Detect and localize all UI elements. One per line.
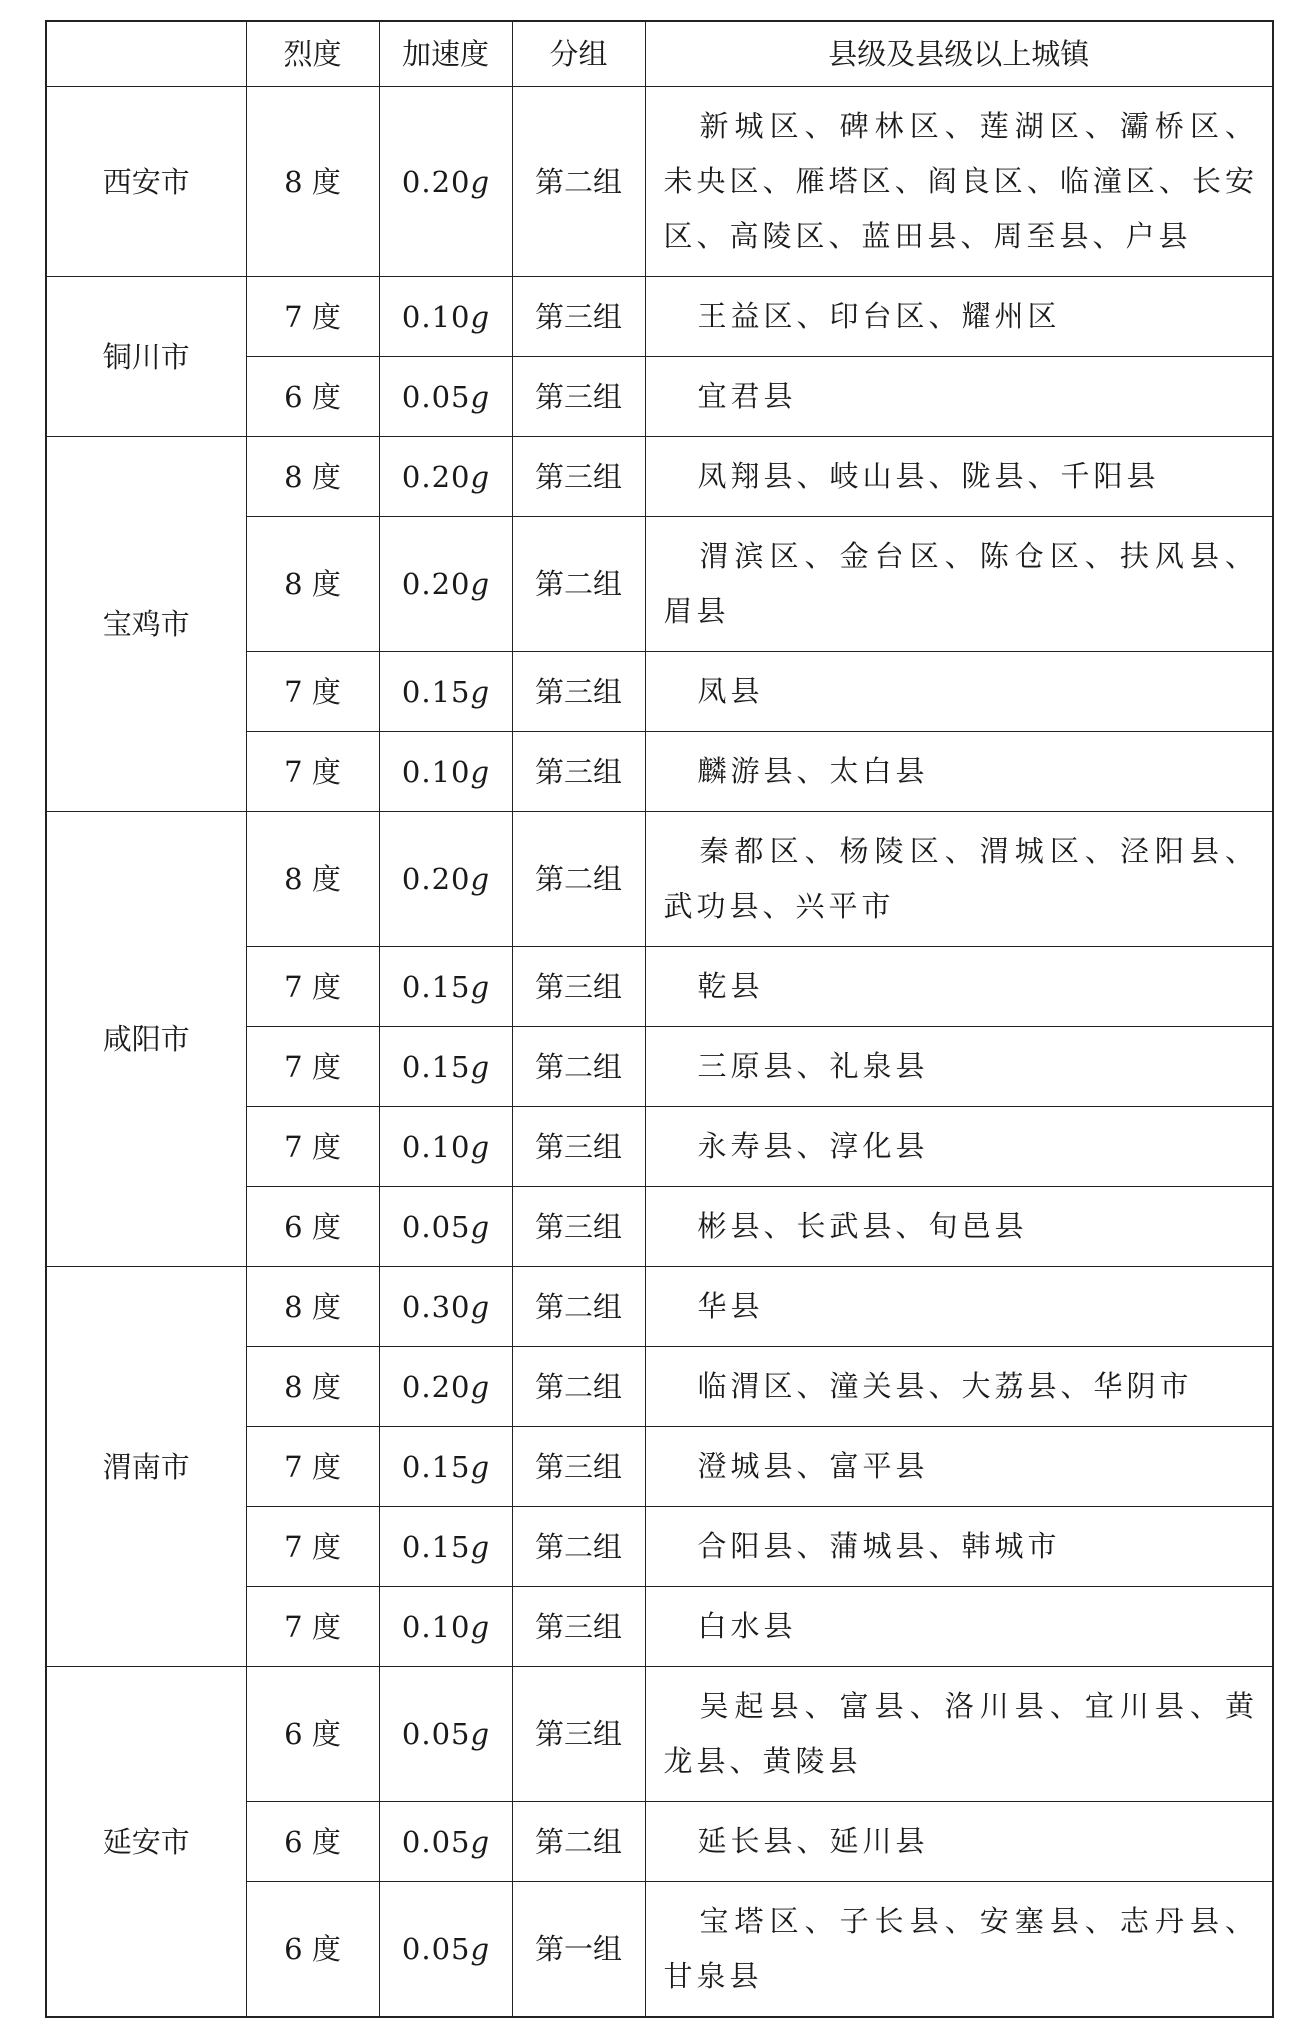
acceleration-value: 0.15 [401,1529,471,1564]
acceleration-value: 0.05 [401,1209,471,1244]
towns-text: 白水县 [697,1609,797,1643]
acceleration-cell [379,732,512,812]
acceleration-unit: g [470,1717,490,1751]
towns-text: 王益区、印台区、耀州区 [697,299,1061,333]
group-cell: 第三组 [512,1107,645,1187]
header-city [46,21,246,87]
acceleration-cell [379,812,512,947]
acceleration-cell [379,1667,512,1802]
acceleration-value: 0.20 [401,862,471,896]
acceleration-cell [379,1187,512,1267]
intensity-cell: 6 度 [246,357,379,437]
towns-text: 秦都区、杨陵区、渭城区、泾阳县、武功县、兴平市 [663,834,1258,923]
towns-text: 宝塔区、子长县、安塞县、志丹县、甘泉县 [663,1904,1258,1993]
acceleration-unit: g [470,1529,490,1564]
intensity-cell: 7 度 [246,652,379,732]
acceleration-cell [379,277,512,357]
acceleration-unit: g [470,1609,490,1644]
towns-cell [645,1187,1273,1267]
acceleration-unit: g [470,379,490,414]
intensity-cell: 7 度 [246,1507,379,1587]
header-intensity: 烈度 [246,21,379,87]
acceleration-unit: g [470,1369,490,1404]
towns-cell [645,437,1273,517]
towns-cell [645,87,1273,277]
acceleration-cell [379,1027,512,1107]
acceleration-unit: g [470,862,490,896]
acceleration-cell [379,1427,512,1507]
intensity-cell: 7 度 [246,732,379,812]
table-row [46,87,1273,277]
group-cell: 第二组 [512,87,645,277]
acceleration-value: 0.10 [401,1129,471,1164]
acceleration-unit: g [470,1129,490,1164]
towns-cell [645,732,1273,812]
towns-text: 临渭区、潼关县、大荔县、华阴市 [697,1369,1193,1403]
acceleration-value: 0.05 [401,1824,471,1859]
acceleration-unit: g [470,164,490,199]
acceleration-cell [379,357,512,437]
acceleration-unit: g [470,674,490,709]
intensity-cell: 6 度 [246,1187,379,1267]
acceleration-value: 0.10 [401,299,471,334]
acceleration-value: 0.15 [401,1449,471,1484]
acceleration-unit: g [470,969,490,1004]
intensity-cell: 6 度 [246,1882,379,2018]
towns-text: 澄城县、富平县 [697,1449,929,1483]
table-row [46,277,1273,357]
acceleration-unit: g [470,567,490,601]
acceleration-unit: g [470,1209,490,1244]
header-acceleration: 加速度 [379,21,512,87]
acceleration-unit: g [470,1049,490,1084]
seismic-zoning-table [45,20,1274,2018]
acceleration-cell [379,1347,512,1427]
towns-text: 彬县、长武县、旬邑县 [697,1209,1028,1243]
acceleration-value: 0.10 [401,1609,471,1644]
table-header-row [46,21,1273,87]
acceleration-cell [379,437,512,517]
acceleration-unit: g [470,1824,490,1859]
acceleration-cell [379,652,512,732]
acceleration-unit: g [470,459,490,494]
acceleration-value: 0.20 [401,164,471,199]
group-cell: 第三组 [512,652,645,732]
towns-cell [645,1347,1273,1427]
group-cell: 第二组 [512,1507,645,1587]
city-cell: 宝鸡市 [46,437,246,812]
table-body [46,87,1273,2018]
group-cell: 第三组 [512,277,645,357]
acceleration-unit: g [470,299,490,334]
acceleration-cell [379,1587,512,1667]
acceleration-value: 0.15 [401,1049,471,1084]
group-cell: 第三组 [512,1667,645,1802]
towns-cell [645,652,1273,732]
group-cell: 第三组 [512,1187,645,1267]
group-cell: 第三组 [512,357,645,437]
acceleration-value: 0.15 [401,969,471,1004]
group-cell: 第三组 [512,1587,645,1667]
towns-text: 凤翔县、岐山县、陇县、千阳县 [697,459,1160,493]
city-cell: 西安市 [46,87,246,277]
acceleration-cell [379,947,512,1027]
towns-cell [645,1587,1273,1667]
towns-cell [645,1882,1273,2018]
intensity-cell: 8 度 [246,1347,379,1427]
towns-cell [645,1027,1273,1107]
city-cell: 咸阳市 [46,812,246,1267]
towns-cell [645,277,1273,357]
table-row [46,437,1273,517]
acceleration-cell [379,1267,512,1347]
towns-cell [645,812,1273,947]
acceleration-value: 0.15 [401,674,471,709]
acceleration-cell [379,1802,512,1882]
group-cell: 第一组 [512,1882,645,2018]
group-cell: 第二组 [512,1802,645,1882]
intensity-cell: 6 度 [246,1667,379,1802]
towns-text: 延长县、延川县 [697,1824,929,1858]
acceleration-cell [379,1107,512,1187]
acceleration-value: 0.05 [401,1717,471,1751]
table-row [46,812,1273,947]
acceleration-cell [379,1507,512,1587]
acceleration-value: 0.05 [401,1932,471,1966]
group-cell: 第二组 [512,1267,645,1347]
towns-cell [645,1507,1273,1587]
towns-cell [645,1802,1273,1882]
towns-text: 新城区、碑林区、莲湖区、灞桥区、未央区、雁塔区、阎良区、临潼区、长安区、高陵区、蓝田县、周至县、户县 [663,109,1258,253]
intensity-cell: 7 度 [246,1107,379,1187]
header-towns: 县级及县级以上城镇 [645,21,1273,87]
table-row [46,1267,1273,1347]
towns-text: 三原县、礼泉县 [697,1049,929,1083]
intensity-cell: 8 度 [246,1267,379,1347]
acceleration-value: 0.20 [401,567,471,601]
intensity-cell: 7 度 [246,1027,379,1107]
intensity-cell: 7 度 [246,1587,379,1667]
acceleration-unit: g [470,754,490,789]
intensity-cell: 7 度 [246,1427,379,1507]
table-row [46,1667,1273,1802]
towns-text: 麟游县、太白县 [697,754,929,788]
intensity-cell: 7 度 [246,947,379,1027]
towns-cell [645,1427,1273,1507]
group-cell: 第三组 [512,947,645,1027]
acceleration-value: 0.20 [401,459,471,494]
city-cell: 铜川市 [46,277,246,437]
towns-cell [645,357,1273,437]
towns-cell [645,1107,1273,1187]
intensity-cell: 8 度 [246,812,379,947]
towns-text: 合阳县、蒲城县、韩城市 [697,1529,1061,1563]
group-cell: 第三组 [512,1427,645,1507]
acceleration-value: 0.10 [401,754,471,789]
city-cell: 渭南市 [46,1267,246,1667]
acceleration-cell [379,1882,512,2018]
group-cell: 第二组 [512,517,645,652]
towns-cell [645,1267,1273,1347]
towns-text: 乾县 [697,969,764,1003]
towns-cell [645,947,1273,1027]
intensity-cell: 8 度 [246,517,379,652]
towns-text: 凤县 [697,674,764,708]
intensity-cell: 8 度 [246,87,379,277]
acceleration-value: 0.05 [401,379,471,414]
acceleration-unit: g [470,1449,490,1484]
group-cell: 第二组 [512,1347,645,1427]
towns-text: 宜君县 [697,379,797,413]
acceleration-cell [379,87,512,277]
intensity-cell: 7 度 [246,277,379,357]
towns-text: 永寿县、淳化县 [697,1129,929,1163]
acceleration-value: 0.20 [401,1369,471,1404]
acceleration-value: 0.30 [401,1289,471,1324]
header-group: 分组 [512,21,645,87]
group-cell: 第三组 [512,732,645,812]
towns-cell [645,517,1273,652]
group-cell: 第二组 [512,812,645,947]
group-cell: 第三组 [512,437,645,517]
acceleration-unit: g [470,1289,490,1324]
towns-cell [645,1667,1273,1802]
city-cell: 延安市 [46,1667,246,2018]
intensity-cell: 6 度 [246,1802,379,1882]
intensity-cell: 8 度 [246,437,379,517]
acceleration-unit: g [470,1932,490,1966]
towns-text: 渭滨区、金台区、陈仓区、扶风县、眉县 [663,539,1258,628]
towns-text: 吴起县、富县、洛川县、宜川县、黄龙县、黄陵县 [663,1689,1258,1778]
group-cell: 第二组 [512,1027,645,1107]
towns-text: 华县 [697,1289,764,1323]
acceleration-cell [379,517,512,652]
